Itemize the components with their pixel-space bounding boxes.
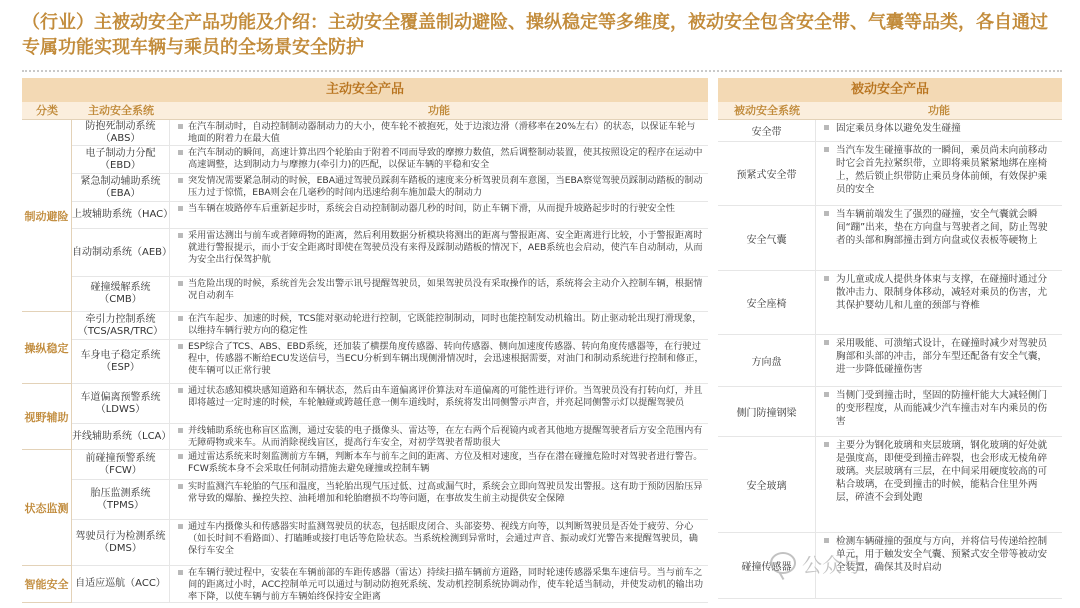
system-name: 自适应巡航（ACC） bbox=[72, 566, 170, 602]
function-text: 当汽车发生碰撞事故的一瞬间，乘员尚未向前移动时它会首先拉紧织带，立即将乘员紧紧地绑在座椅上，然后锁止织带防止乘员身体前倾，有效保护乘员的安全 bbox=[816, 142, 1062, 205]
system-name: 防抱死制动系统（ABS） bbox=[72, 120, 170, 145]
active-safety-panel bbox=[22, 78, 708, 604]
function-text: 当车辆前端发生了强烈的碰撞，安全气囊就会瞬间“蹦”出来，垫在方向盘与驾驶者之间，防止驾驶者的头部和胸部撞击到方向盘或仪表板等硬物上 bbox=[816, 206, 1062, 270]
table-row bbox=[72, 229, 708, 277]
system-name: 胎压监测系统（TPMS） bbox=[72, 480, 170, 519]
function-text: 突发情况需要紧急制动的时候，EBA通过驾驶员踩刹车踏板的速度来分析驾驶员刹车意图，当EBA察觉驾驶员踩制动踏板的制动压力过于惊慌，EBA则会在几毫秒的时间内迅速给刹车施加最大的制动力 bbox=[170, 174, 708, 201]
bullet-icon bbox=[824, 392, 829, 397]
passive-safety-header: 被动安全产品 bbox=[718, 78, 1062, 102]
table-row bbox=[72, 520, 708, 566]
system-name: 电子制动力分配（EBD） bbox=[72, 146, 170, 173]
bullet-icon bbox=[178, 178, 183, 183]
bullet-icon bbox=[178, 206, 183, 211]
category-braking: 制动避险 bbox=[22, 120, 72, 312]
bullet-icon bbox=[178, 150, 183, 155]
watermark-text: 公众号 bbox=[802, 552, 862, 577]
category-vision: 视野辅助 bbox=[22, 384, 72, 450]
table-row bbox=[72, 174, 708, 202]
table-row bbox=[718, 335, 1062, 387]
table-row bbox=[72, 566, 708, 603]
system-name: 并线辅助系统（LCA） bbox=[72, 424, 170, 449]
column-header-system: 主动安全系统 bbox=[88, 104, 154, 117]
table-row bbox=[72, 146, 708, 174]
system-name: 碰撞传感器 bbox=[718, 533, 816, 598]
title-divider bbox=[22, 70, 1062, 72]
function-text: 实时监测汽车轮胎的气压和温度，当轮胎出现气压过低、过高或漏气时，系统会立即向驾驶员发出警报。这有助于预防因胎压异常导致的爆胎、操控失控、油耗增加和轮胎磨损不均等问题，在事故发生前主动提供安全保障 bbox=[170, 480, 708, 519]
table-row bbox=[718, 437, 1062, 533]
system-name: 安全气囊 bbox=[718, 206, 816, 270]
system-name: 预紧式安全带 bbox=[718, 142, 816, 205]
system-name: 驾驶员行为检测系统（DMS） bbox=[72, 520, 170, 565]
system-name: 车身电子稳定系统（ESP） bbox=[72, 340, 170, 383]
passive-rows bbox=[718, 120, 1062, 603]
function-text: 在车辆行驶过程中，安装在车辆前部的车距传感器（雷达）持续扫描车辆前方道路，同时轮速传感器采集车速信号。当与前车之间的距离过小时，ACC控制单元可以通过与制动防抱死系统、发动机控制系统协调动作，使车轮适当制动，并使发动机的输出功率下降，以使车辆与前方车辆始终保持安全距离 bbox=[170, 566, 708, 602]
function-text: 在汽车制动时，自动控制制动器制动力的大小，使车轮不被抱死，处于边滚边滑（滑移率在20%左右）的状态，以保证车轮与地面的附着力在最大值 bbox=[170, 120, 708, 145]
table-row bbox=[72, 384, 708, 424]
function-text: 在汽车制动的瞬间，高速计算出四个轮胎由于附着不同而导致的摩擦力数值，然后调整制动装置，使其按照设定的程序在运动中高速调整，达到制动力与摩擦力(牵引力)的匹配，以保证车辆的平稳和安全 bbox=[170, 146, 708, 173]
table-row bbox=[718, 206, 1062, 271]
category-intelligent: 智能安全 bbox=[22, 566, 72, 603]
function-text: ESP综合了TCS、ABS、EBD系统，还加装了横摆角度传感器、转向传感器、侧向加速度传感器、转向角度传感器等，在行驶过程中，传感器不断给ECU发送信号，当ECU分析到车辆出现侧滑情况时，会迅速根据需要，对油门和制动系统进行控制和修正，使车辆可以正常行驶 bbox=[170, 340, 708, 383]
system-name: 方向盘 bbox=[718, 335, 816, 386]
bullet-icon bbox=[178, 316, 183, 321]
category-column bbox=[22, 120, 72, 603]
function-text: 采用雷达测出与前车或者障碍物的距离，然后利用数据分析模块将测出的距离与警报距离、安全距离进行比较，小于警报距离时就进行警报提示，而小于安全距离时即使在驾驶员没有来得及踩制动踏板的情况下，AEB系统也会启动，使汽车自动制动，从而为安全出行保驾护航 bbox=[170, 229, 708, 276]
bullet-icon bbox=[824, 340, 829, 345]
system-name: 自动制动系统（AEB） bbox=[72, 229, 170, 276]
table-row bbox=[72, 120, 708, 146]
function-text: 当车辆在坡路停车后重新起步时，系统会自动控制制动器几秒的时间，防止车辆下滑，从而提升坡路起步时的行驶安全性 bbox=[170, 202, 708, 228]
table-row bbox=[72, 277, 708, 312]
system-name: 侧门防撞钢梁 bbox=[718, 387, 816, 436]
bullet-icon bbox=[178, 281, 183, 286]
bullet-icon bbox=[824, 276, 829, 281]
function-text: 当侧门受到撞击时，坚固的防撞杆能大大减轻侧门的变形程度，从而能减少汽车撞击对车内乘员的伤害 bbox=[816, 387, 1062, 436]
table-row bbox=[718, 120, 1062, 142]
table-row bbox=[72, 202, 708, 229]
bullet-icon bbox=[178, 124, 183, 129]
category-monitoring: 状态监测 bbox=[22, 450, 72, 566]
table-row bbox=[718, 271, 1062, 335]
bullet-icon bbox=[178, 428, 183, 433]
table-row bbox=[72, 312, 708, 340]
passive-safety-panel bbox=[718, 78, 1062, 604]
bullet-icon bbox=[824, 211, 829, 216]
table-row bbox=[72, 480, 708, 520]
column-header-system: 被动安全系统 bbox=[734, 104, 800, 117]
bullet-icon bbox=[178, 484, 183, 489]
function-text: 在汽车起步、加速的时候，TCS能对驱动轮进行控制，它既能控制制动，同时也能控制发动机输出。防止驱动轮出现打滑现象，以维持车辆行驶方向的稳定性 bbox=[170, 312, 708, 339]
function-text: 检测车辆碰撞的强度与方向，并将信号传递给控制单元，用于触发安全气囊、预紧式安全带等被动安全装置，确保其及时启动 bbox=[816, 533, 1062, 598]
column-header-function: 功能 bbox=[428, 104, 450, 117]
active-table-body bbox=[22, 120, 708, 603]
bullet-icon bbox=[824, 147, 829, 152]
function-text: 当危险出现的时候，系统首先会发出警示讯号提醒驾驶员，如果驾驶员没有采取操作的话，系统将会主动介入控制车辆，根据情况自动刹车 bbox=[170, 277, 708, 311]
function-text: 并线辅助系统也称盲区监测，通过安装的电子摄像头、雷达等，在左右两个后视镜内或者其他地方提醒驾驶者后方安全范围内有无障碍物或来车。从而消除视线盲区，提高行车安全，对初学驾驶者帮助很大 bbox=[170, 424, 708, 449]
system-name: 安全玻璃 bbox=[718, 437, 816, 532]
table-row bbox=[72, 450, 708, 480]
system-name: 安全带 bbox=[718, 120, 816, 141]
system-name: 上坡辅助系统（HAC） bbox=[72, 202, 170, 228]
bullet-icon bbox=[178, 570, 183, 575]
column-header-category: 分类 bbox=[36, 104, 58, 117]
function-text: 为儿童或成人提供身体束与支撑，在碰撞时通过分散冲击力、限制身体移动，减轻对乘员的伤害，尤其保护婴幼儿和儿童的颈部与脊椎 bbox=[816, 271, 1062, 334]
active-rows bbox=[72, 120, 708, 603]
table-row bbox=[72, 340, 708, 384]
active-column-headers bbox=[22, 102, 708, 120]
system-name: 车道偏离预警系统（LDWS） bbox=[72, 384, 170, 423]
function-text: 主要分为钢化玻璃和夹层玻璃，钢化玻璃的好处就是强度高，即便受到撞击碎裂，也会形成无棱角碎玻璃。夹层玻璃有三层，在中间采用硬度较高的可粘合玻璃，在受到撞击的时候，能粘合住里外两层，碎渣不会到处跑 bbox=[816, 437, 1062, 532]
bullet-icon bbox=[178, 233, 183, 238]
bullet-icon bbox=[824, 442, 829, 447]
column-header-function: 功能 bbox=[928, 104, 950, 117]
function-text: 通过车内摄像头和传感器实时监测驾驶员的状态，包括眼皮闭合、头部姿势、视线方向等，以判断驾驶员是否处于疲劳、分心（如长时间不看路面）、打瞌睡或接打电话等危险状态。当系统检测到异常时，会通过声音、振动或灯光警告来提醒驾驶员，确保行车安全 bbox=[170, 520, 708, 565]
function-text: 固定乘员身体以避免发生碰撞 bbox=[816, 120, 1062, 141]
bullet-icon bbox=[178, 524, 183, 529]
bullet-icon bbox=[178, 454, 183, 459]
watermark bbox=[770, 548, 1010, 578]
function-text: 通过雷达系统来时刻监测前方车辆，判断本车与前车之间的距离、方位及相对速度，当存在潜在碰撞危险时对驾驶者进行警告。FCW系统本身不会采取任何制动措施去避免碰撞或控制车辆 bbox=[170, 450, 708, 479]
category-stability: 操纵稳定 bbox=[22, 312, 72, 384]
system-name: 碰撞缓解系统（CMB） bbox=[72, 277, 170, 311]
bullet-icon bbox=[178, 344, 183, 349]
table-row bbox=[718, 142, 1062, 206]
bullet-icon bbox=[824, 538, 829, 543]
bullet-icon bbox=[824, 125, 829, 130]
active-safety-header: 主动安全产品 bbox=[22, 78, 708, 102]
wechat-icon bbox=[770, 552, 796, 574]
system-name: 安全座椅 bbox=[718, 271, 816, 334]
table-row bbox=[72, 424, 708, 450]
passive-column-headers bbox=[718, 102, 1062, 120]
page-title: （行业）主被动安全产品功能及介绍：主动安全覆盖制动避险、操纵稳定等多维度，被动安全包含安全带、气囊等品类，各自通过专属功能实现车辆与乘员的全场景安全防护 bbox=[22, 12, 1048, 58]
function-text: 通过状态感知模块感知道路和车辆状态，然后由车道偏离评价算法对车道偏离的可能性进行评价。当驾驶员没有打转向灯，并且即将越过一定时速的时候，车轮触碰或跨越任意一侧车道线时，系统将发出同侧警示声音，并亮起同侧警示灯以提醒驾驶员 bbox=[170, 384, 708, 423]
function-text: 采用吸能、可溃缩式设计，在碰撞时减少对驾驶员胸部和头部的冲击，部分车型还配备有安全气囊，进一步降低碰撞伤害 bbox=[816, 335, 1062, 386]
bullet-icon bbox=[178, 388, 183, 393]
system-name: 前碰撞预警系统（FCW） bbox=[72, 450, 170, 479]
system-name: 牵引力控制系统（TCS/ASR/TRC） bbox=[72, 312, 170, 339]
table-row bbox=[718, 387, 1062, 437]
system-name: 紧急制动辅助系统（EBA） bbox=[72, 174, 170, 201]
